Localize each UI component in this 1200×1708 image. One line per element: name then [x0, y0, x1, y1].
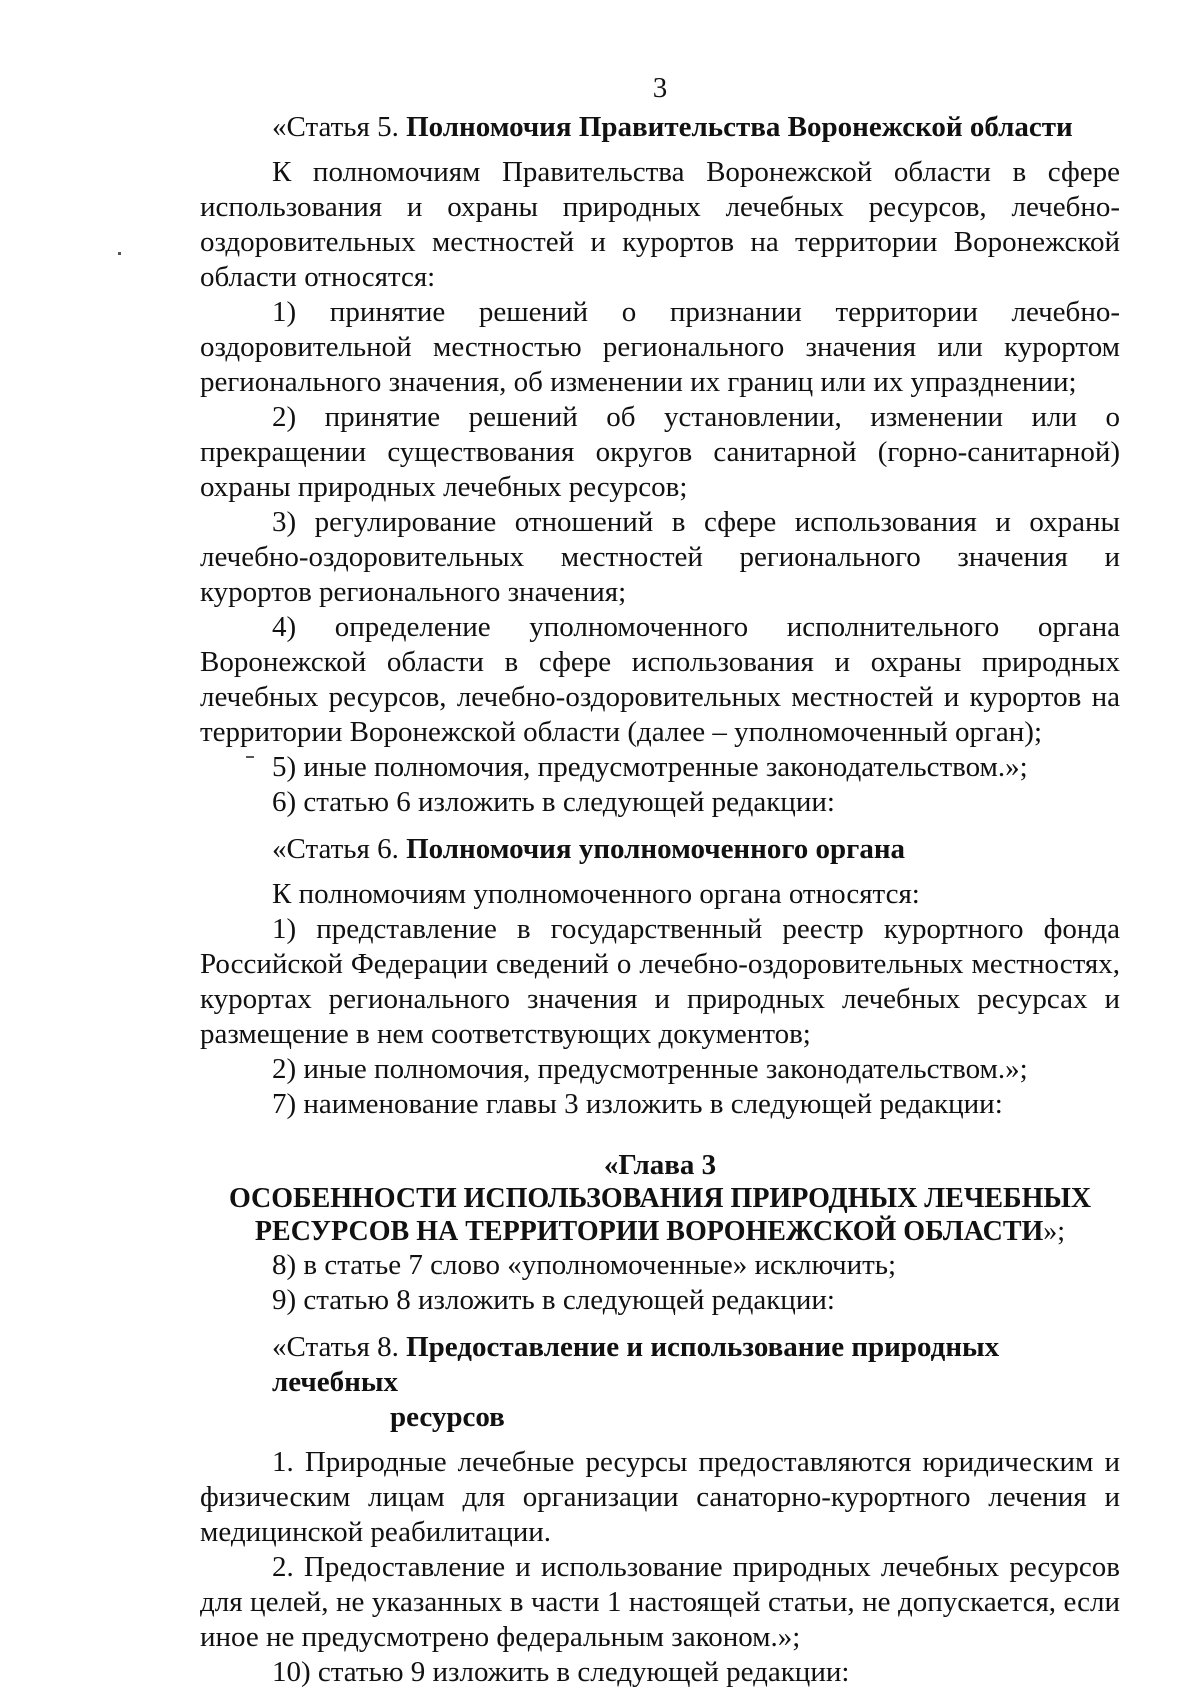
chapter-3-closing: »; — [1043, 1216, 1066, 1247]
document-page — [200, 70, 1120, 1690]
article-5-intro: К полномочиям Правительства Воронежской области в сфере использования и охраны природных лечебных ресурсов, лечебно-оздоровительных местностей и курортов на территории Воронежской области относятся: — [200, 156, 1120, 293]
article-8-title-line-2: ресурсов — [390, 1401, 505, 1433]
page-number: 3 — [652, 72, 668, 104]
amendment-10: 10) статью 9 изложить в следующей редакции: — [272, 1656, 850, 1688]
article-5-item-2: 2) принятие решений об установлении, изменении или о прекращении существования округов санитарной (горно-санитарной) охраны природных лечебных ресурсов; — [200, 401, 1120, 503]
article-5-title: Полномочия Правительства Воронежской области — [406, 111, 1073, 143]
amendment-7: 7) наименование главы 3 изложить в следующей редакции: — [272, 1088, 1003, 1120]
article-8-heading — [200, 1330, 1120, 1435]
article-5-heading — [200, 110, 1120, 145]
article-6-prefix: «Статья 6. — [272, 833, 407, 865]
article-5-item-5: 5) иные полномочия, предусмотренные законодательством.»; — [272, 751, 1028, 783]
chapter-3-title: «Глава 3 — [603, 1149, 717, 1181]
chapter-3-heading — [200, 1148, 1120, 1248]
amendment-8: 8) в статье 7 слово «уполномоченные» исключить; — [272, 1249, 897, 1281]
article-8-part-1: 1. Природные лечебные ресурсы предоставляются юридическим и физическим лицам для организации санаторно-курортного лечения и медицинской реабилитации. — [200, 1446, 1120, 1548]
amendment-6: 6) статью 6 изложить в следующей редакции: — [272, 786, 835, 818]
article-8-prefix: «Статья 8. — [272, 1331, 407, 1363]
article-8-part-2: 2. Предоставление и использование природных лечебных ресурсов для целей, не указанных в части 1 настоящей статьи, не допускается, если иное не предусмотрено федеральным законом.»; — [200, 1551, 1120, 1653]
article-5-item-3: 3) регулирование отношений в сфере использования и охраны лечебно-оздоровительных местностей регионального значения и курортов регионального значения; — [200, 506, 1120, 608]
article-6-item-1: 1) представление в государственный реестр курортного фонда Российской Федерации сведений о лечебно-оздоровительных местностях, курортах регионального значения и природных лечебных ресурсах и размещение в нем соответствующих документов; — [200, 913, 1120, 1050]
chapter-3-name-line-2-wrap — [200, 1215, 1120, 1248]
article-5-item-4: 4) определение уполномоченного исполнительного органа Воронежской области в сфере использования и охраны природных лечебных ресурсов, лечебно-оздоровительных местностей и курортов на территории Воронежской области (далее – уполномоченный орган); — [200, 611, 1120, 748]
article-6-heading — [200, 832, 1120, 867]
article-8-title-line-1: Предоставление и использование природных лечебных — [272, 1331, 1000, 1398]
article-5-prefix: «Статья 5. — [272, 111, 407, 143]
scan-speck — [118, 252, 121, 255]
chapter-3-name-line-2: РЕСУРСОВ НА ТЕРРИТОРИИ ВОРОНЕЖСКОЙ ОБЛАСТИ — [254, 1216, 1044, 1247]
article-6-item-2: 2) иные полномочия, предусмотренные законодательством.»; — [272, 1053, 1028, 1085]
chapter-3-name-line-1: ОСОБЕННОСТИ ИСПОЛЬЗОВАНИЯ ПРИРОДНЫХ ЛЕЧЕБНЫХ — [228, 1183, 1092, 1214]
article-6-intro: К полномочиям уполномоченного органа относятся: — [272, 878, 920, 910]
amendment-9: 9) статью 8 изложить в следующей редакции: — [272, 1284, 835, 1316]
article-5-item-1: 1) принятие решений о признании территории лечебно-оздоровительной местностью регионального значения или курортом регионального значения, об изменении их границ или их упразднении; — [200, 296, 1120, 398]
article-6-title: Полномочия уполномоченного органа — [406, 833, 906, 865]
